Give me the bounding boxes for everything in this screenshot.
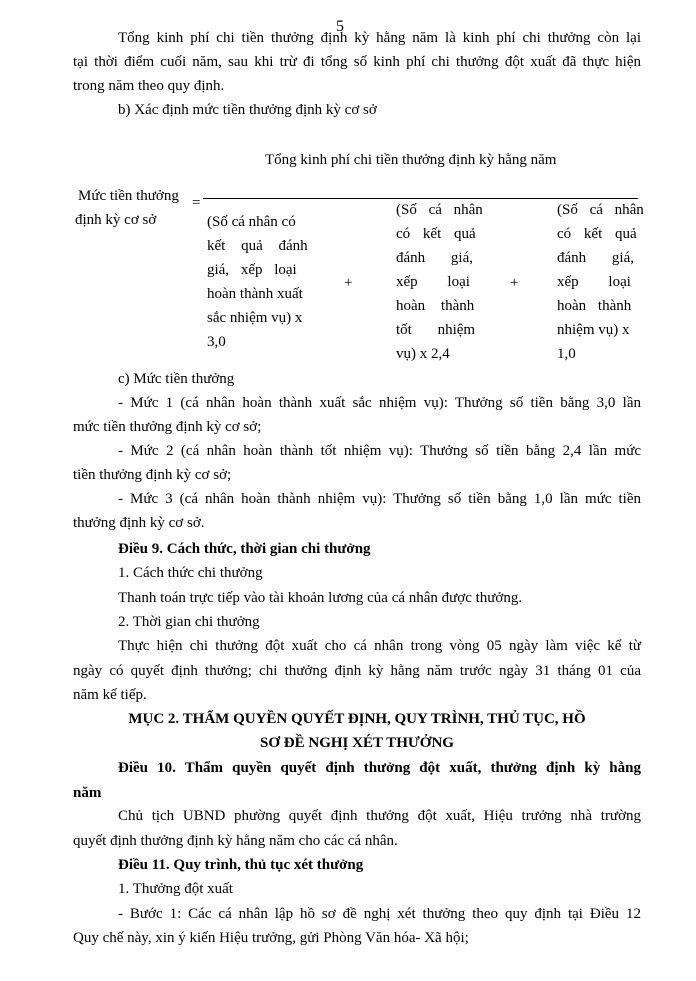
paragraph-line: Quy chế này, xin ý kiến Hiệu trưởng, gửi Phòng Văn hóa- Xã hội; — [73, 930, 469, 946]
page-number: 5 — [336, 18, 344, 35]
term-line: kết quả đánh — [207, 238, 308, 254]
term-line: giá, xếp loại — [207, 262, 297, 278]
term-line: (Số cá nhân — [396, 202, 483, 218]
paragraph-line: - Mức 3 (cá nhân hoàn thành nhiệm vụ): Thưởng số tiền bằng 1,0 lần mức tiền — [118, 491, 641, 507]
term-line: (Số cá nhân — [557, 202, 644, 218]
paragraph-line: Thực hiện chi thưởng đột xuất cho cá nhân trong vòng 05 ngày làm việc kể từ — [118, 638, 641, 654]
term-line: hoàn thành — [396, 298, 475, 314]
paragraph-line: 1. Cách thức chi thưởng — [118, 565, 263, 581]
paragraph-line: ngày có quyết định thưởng; chi thưởng định kỳ hằng năm trước ngày 31 tháng 01 của — [73, 663, 641, 679]
term-line: 3,0 — [207, 334, 226, 350]
paragraph-line: - Mức 1 (cá nhân hoàn thành xuất sắc nhiệm vụ): Thưởng số tiền bằng 3,0 lần — [118, 395, 641, 411]
term-line: nhiệm vụ) x — [557, 322, 630, 338]
section-heading: SƠ ĐỀ NGHỊ XÉT THƯỞNG — [260, 735, 454, 751]
term-line: (Số cá nhân có — [207, 214, 296, 230]
formula-term-1 — [207, 210, 308, 354]
term-line: có kết quả — [557, 226, 637, 242]
term-line: 1,0 — [557, 346, 576, 362]
paragraph-line: - Mức 2 (cá nhân hoàn thành tốt nhiệm vụ): Thưởng số tiền bằng 2,4 lần mức — [118, 443, 641, 459]
paragraph-line: Tổng kinh phí chi tiền thưởng định kỳ hằng năm là kinh phí chi thưởng còn lại — [118, 30, 641, 46]
term-line: xếp loại — [557, 274, 631, 290]
paragraph-line: Thanh toán trực tiếp vào tài khoản lương của cá nhân được thưởng. — [118, 590, 523, 606]
paragraph-line: 1. Thưởng đột xuất — [118, 881, 233, 897]
article-10-title: Điều 10. Thẩm quyền quyết định thưởng đột xuất, thưởng định kỳ hằng — [118, 760, 641, 776]
subheading-b: b) Xác định mức tiền thưởng định kỳ cơ sở — [118, 102, 377, 118]
formula-plus: + — [510, 275, 519, 291]
paragraph-line: tại thời điểm cuối năm, sau khi trừ đi tổng số kinh phí chi thưởng đột xuất đã thực hiện — [73, 54, 641, 70]
section-heading: MỤC 2. THẨM QUYỀN QUYẾT ĐỊNH, QUY TRÌNH, THỦ TỤC, HỒ — [128, 711, 586, 727]
formula-lhs: định kỳ cơ sở — [75, 212, 157, 228]
term-line: hoàn thành — [557, 298, 632, 314]
formula-plus: + — [344, 275, 353, 291]
paragraph-line: quyết định thưởng định kỳ hằng năm cho các cá nhân. — [73, 833, 398, 849]
formula-equals: = — [192, 195, 201, 211]
paragraph-line: mức tiền thưởng định kỳ cơ sở; — [73, 419, 262, 435]
term-line: hoàn thành xuất — [207, 286, 303, 302]
paragraph-line: Chủ tịch UBND phường quyết định thưởng đột xuất, Hiệu trưởng nhà trường — [118, 808, 641, 824]
formula-lhs: Mức tiền thưởng — [78, 188, 179, 204]
article-9-title: Điều 9. Cách thức, thời gian chi thưởng — [118, 541, 371, 557]
formula-numerator: Tổng kinh phí chi tiền thưởng định kỳ hằng năm — [265, 152, 557, 168]
formula-term-3 — [557, 198, 644, 366]
section-c-heading: c) Mức tiền thưởng — [118, 371, 235, 387]
term-line: đánh giá, — [396, 250, 473, 266]
paragraph-line: 2. Thời gian chi thưởng — [118, 614, 260, 630]
paragraph-line: trong năm theo quy định. — [73, 78, 225, 94]
paragraph-line: năm kế tiếp. — [73, 687, 147, 703]
term-line: tốt nhiệm — [396, 322, 476, 338]
article-11-title: Điều 11. Quy trình, thủ tục xét thưởng — [118, 857, 364, 873]
paragraph-line: tiền thưởng định kỳ cơ sở; — [73, 467, 232, 483]
paragraph-line: - Bước 1: Các cá nhân lập hồ sơ đề nghị xét thưởng theo quy định tại Điều 12 — [118, 906, 641, 922]
term-line: có kết quả — [396, 226, 476, 242]
article-10-title: năm — [73, 785, 102, 801]
term-line: vụ) x 2,4 — [396, 346, 450, 362]
formula-term-2 — [396, 198, 483, 366]
paragraph-line: thưởng định kỳ cơ sở. — [73, 515, 205, 531]
term-line: sắc nhiệm vụ) x — [207, 310, 303, 326]
term-line: xếp loại — [396, 274, 470, 290]
term-line: đánh giá, — [557, 250, 634, 266]
